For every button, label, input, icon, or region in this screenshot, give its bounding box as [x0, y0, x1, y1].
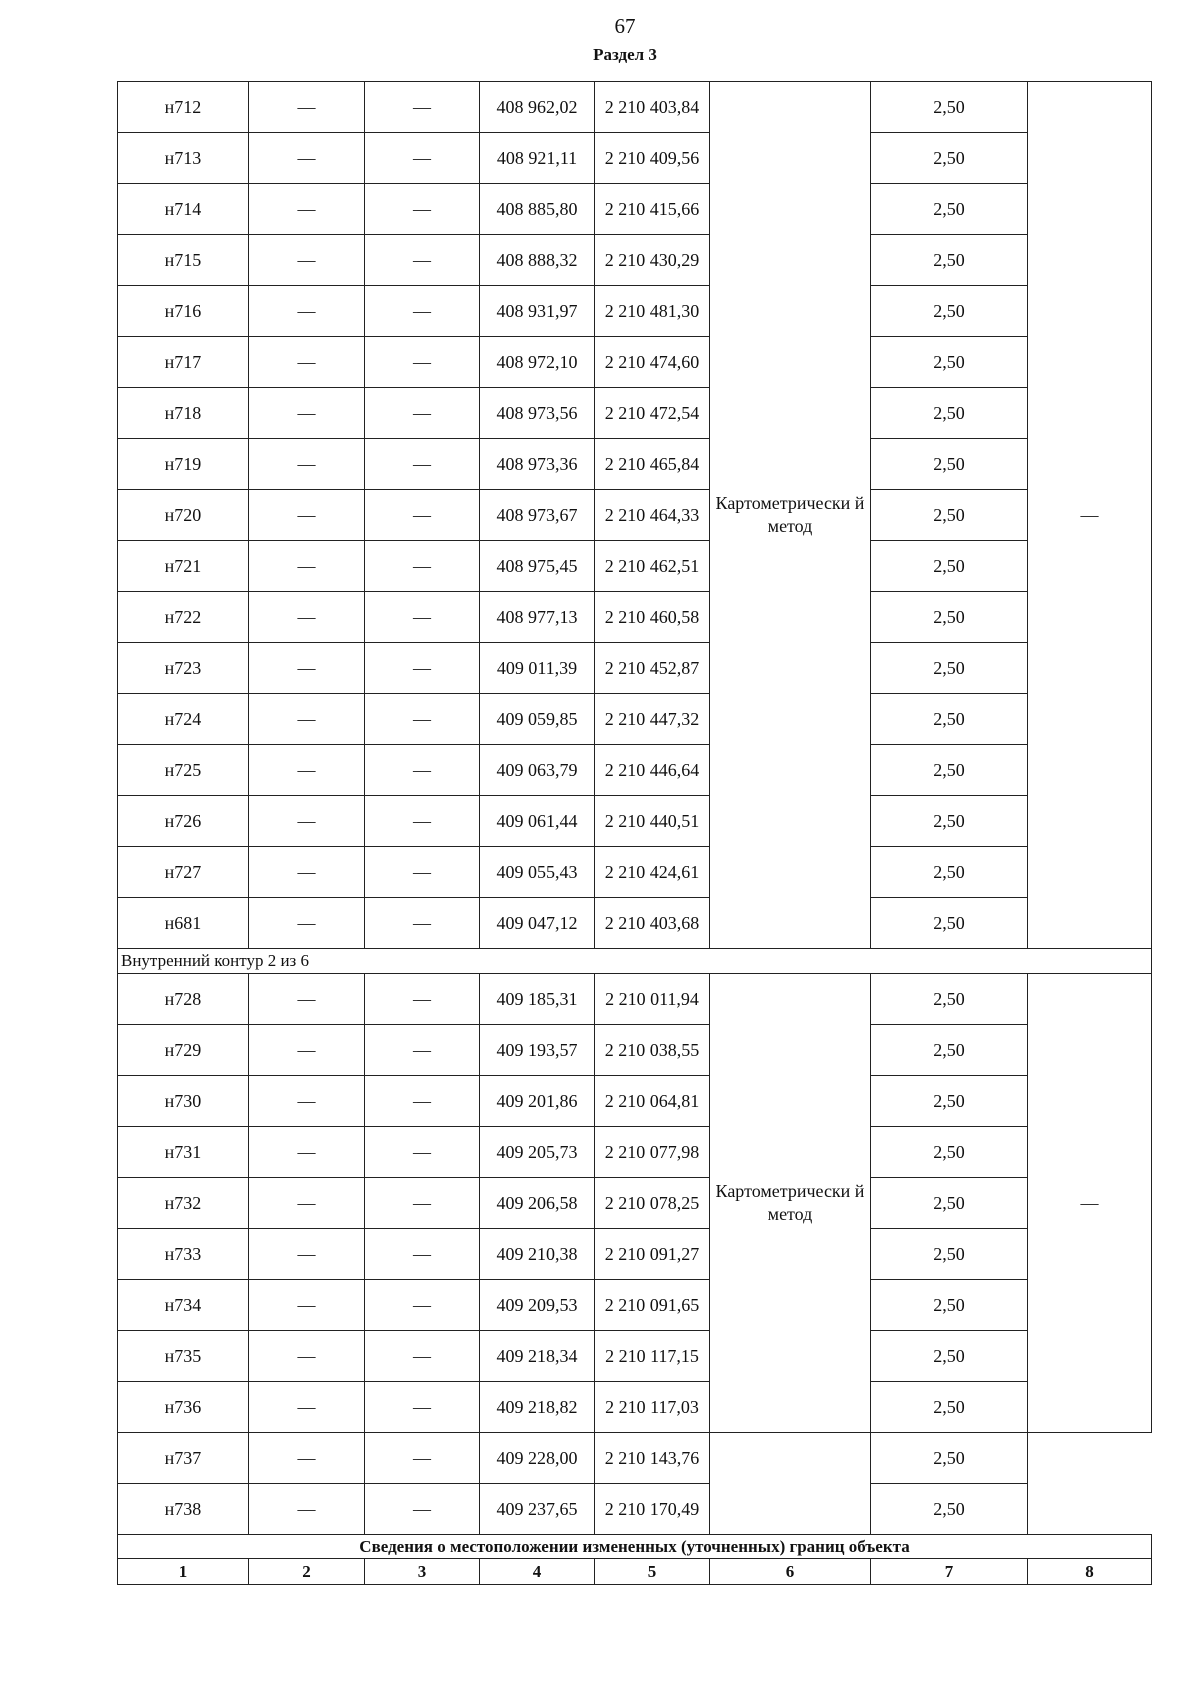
- point-name: н717: [118, 337, 249, 388]
- y-coordinate: 2 210 440,51: [595, 796, 710, 847]
- old-x-cell: —: [249, 1229, 365, 1280]
- old-x-cell: —: [249, 592, 365, 643]
- x-coordinate: 408 972,10: [480, 337, 595, 388]
- accuracy-cell: 2,50: [871, 694, 1028, 745]
- old-y-cell: —: [365, 898, 480, 949]
- y-coordinate: 2 210 143,76: [595, 1433, 710, 1484]
- accuracy-cell: 2,50: [871, 82, 1028, 133]
- old-x-cell: —: [249, 1331, 365, 1382]
- table-row: [118, 133, 1152, 184]
- accuracy-cell: 2,50: [871, 1382, 1028, 1433]
- column-number: 1: [118, 1559, 249, 1585]
- point-name: н728: [118, 974, 249, 1025]
- accuracy-cell: 2,50: [871, 133, 1028, 184]
- accuracy-cell: 2,50: [871, 1484, 1028, 1535]
- accuracy-cell: 2,50: [871, 745, 1028, 796]
- method-cell: Картометрически й метод: [710, 82, 871, 949]
- accuracy-cell: 2,50: [871, 337, 1028, 388]
- point-name: н715: [118, 235, 249, 286]
- y-coordinate: 2 210 170,49: [595, 1484, 710, 1535]
- table-row: [118, 1484, 1152, 1535]
- old-y-cell: —: [365, 82, 480, 133]
- table-row: [118, 82, 1152, 133]
- point-name: н733: [118, 1229, 249, 1280]
- old-x-cell: —: [249, 133, 365, 184]
- x-coordinate: 408 973,67: [480, 490, 595, 541]
- y-coordinate: 2 210 430,29: [595, 235, 710, 286]
- column-number: 3: [365, 1559, 480, 1585]
- old-x-cell: —: [249, 847, 365, 898]
- accuracy-cell: 2,50: [871, 974, 1028, 1025]
- x-coordinate: 408 962,02: [480, 82, 595, 133]
- x-coordinate: 409 193,57: [480, 1025, 595, 1076]
- old-y-cell: —: [365, 643, 480, 694]
- table-row: [118, 184, 1152, 235]
- x-coordinate: 409 218,34: [480, 1331, 595, 1382]
- old-x-cell: —: [249, 1484, 365, 1535]
- point-name: н713: [118, 133, 249, 184]
- accuracy-cell: 2,50: [871, 1178, 1028, 1229]
- point-name: н738: [118, 1484, 249, 1535]
- y-coordinate: 2 210 462,51: [595, 541, 710, 592]
- x-coordinate: 409 047,12: [480, 898, 595, 949]
- y-coordinate: 2 210 464,33: [595, 490, 710, 541]
- table-row: [118, 490, 1152, 541]
- old-x-cell: —: [249, 439, 365, 490]
- y-coordinate: 2 210 064,81: [595, 1076, 710, 1127]
- x-coordinate: 409 206,58: [480, 1178, 595, 1229]
- accuracy-cell: 2,50: [871, 898, 1028, 949]
- y-coordinate: 2 210 078,25: [595, 1178, 710, 1229]
- page-number: 67: [614, 14, 636, 38]
- section-title: Раздел 3: [593, 45, 657, 64]
- table-row: [118, 286, 1152, 337]
- old-y-cell: —: [365, 1433, 480, 1484]
- y-coordinate: 2 210 038,55: [595, 1025, 710, 1076]
- y-coordinate: 2 210 474,60: [595, 337, 710, 388]
- point-name: н722: [118, 592, 249, 643]
- point-name: н716: [118, 286, 249, 337]
- x-coordinate: 409 237,65: [480, 1484, 595, 1535]
- table-row: [118, 1229, 1152, 1280]
- y-coordinate: 2 210 091,27: [595, 1229, 710, 1280]
- x-coordinate: 408 973,56: [480, 388, 595, 439]
- table-row: [118, 235, 1152, 286]
- old-x-cell: —: [249, 643, 365, 694]
- y-coordinate: 2 210 403,84: [595, 82, 710, 133]
- y-coordinate: 2 210 424,61: [595, 847, 710, 898]
- old-x-cell: —: [249, 694, 365, 745]
- point-name: н729: [118, 1025, 249, 1076]
- accuracy-cell: 2,50: [871, 184, 1028, 235]
- y-coordinate: 2 210 077,98: [595, 1127, 710, 1178]
- old-x-cell: —: [249, 388, 365, 439]
- x-coordinate: 408 973,36: [480, 439, 595, 490]
- x-coordinate: 409 055,43: [480, 847, 595, 898]
- old-x-cell: —: [249, 235, 365, 286]
- x-coordinate: 409 209,53: [480, 1280, 595, 1331]
- accuracy-cell: 2,50: [871, 1127, 1028, 1178]
- table-row: [118, 1331, 1152, 1382]
- old-y-cell: —: [365, 388, 480, 439]
- y-coordinate: 2 210 117,15: [595, 1331, 710, 1382]
- table-row: [118, 1280, 1152, 1331]
- point-name: н681: [118, 898, 249, 949]
- table-row: [118, 796, 1152, 847]
- table-row: [118, 1433, 1152, 1484]
- table-row: [118, 643, 1152, 694]
- column-number: 5: [595, 1559, 710, 1585]
- y-coordinate: 2 210 481,30: [595, 286, 710, 337]
- summary-title: Сведения о местоположении измененных (уточненных) границ объекта: [118, 1535, 1152, 1559]
- point-name: н720: [118, 490, 249, 541]
- y-coordinate: 2 210 465,84: [595, 439, 710, 490]
- point-name: н730: [118, 1076, 249, 1127]
- accuracy-cell: 2,50: [871, 592, 1028, 643]
- accuracy-cell: 2,50: [871, 796, 1028, 847]
- x-coordinate: 409 205,73: [480, 1127, 595, 1178]
- table-row: [118, 974, 1152, 1025]
- old-x-cell: —: [249, 796, 365, 847]
- table-row: [118, 898, 1152, 949]
- x-coordinate: 408 931,97: [480, 286, 595, 337]
- old-x-cell: —: [249, 1178, 365, 1229]
- old-x-cell: —: [249, 82, 365, 133]
- old-x-cell: —: [249, 490, 365, 541]
- old-x-cell: —: [249, 1127, 365, 1178]
- old-y-cell: —: [365, 796, 480, 847]
- x-coordinate: 409 063,79: [480, 745, 595, 796]
- x-coordinate: 409 061,44: [480, 796, 595, 847]
- old-x-cell: —: [249, 745, 365, 796]
- old-y-cell: —: [365, 1484, 480, 1535]
- point-name: н712: [118, 82, 249, 133]
- old-y-cell: —: [365, 592, 480, 643]
- x-coordinate: 409 059,85: [480, 694, 595, 745]
- table-row: [118, 1076, 1152, 1127]
- x-coordinate: 408 885,80: [480, 184, 595, 235]
- x-coordinate: 408 977,13: [480, 592, 595, 643]
- table-row: [118, 388, 1152, 439]
- old-x-cell: —: [249, 184, 365, 235]
- old-y-cell: —: [365, 133, 480, 184]
- old-x-cell: —: [249, 898, 365, 949]
- column-number: 7: [871, 1559, 1028, 1585]
- description-cell-empty: [1028, 1433, 1152, 1535]
- table-row: [118, 745, 1152, 796]
- x-coordinate: 409 210,38: [480, 1229, 595, 1280]
- point-name: н725: [118, 745, 249, 796]
- table-row: [118, 439, 1152, 490]
- accuracy-cell: 2,50: [871, 541, 1028, 592]
- y-coordinate: 2 210 447,32: [595, 694, 710, 745]
- table-row: [118, 337, 1152, 388]
- point-name: н718: [118, 388, 249, 439]
- old-y-cell: —: [365, 235, 480, 286]
- old-x-cell: —: [249, 337, 365, 388]
- old-x-cell: —: [249, 1280, 365, 1331]
- coordinates-table: [117, 81, 1152, 1585]
- point-name: н723: [118, 643, 249, 694]
- old-x-cell: —: [249, 974, 365, 1025]
- method-cell: Картометрически й метод: [710, 974, 871, 1433]
- old-y-cell: —: [365, 1025, 480, 1076]
- contour-title: Внутренний контур 2 из 6: [118, 949, 1152, 974]
- accuracy-cell: 2,50: [871, 1025, 1028, 1076]
- y-coordinate: 2 210 117,03: [595, 1382, 710, 1433]
- description-cell: —: [1028, 82, 1152, 949]
- old-y-cell: —: [365, 974, 480, 1025]
- x-coordinate: 409 201,86: [480, 1076, 595, 1127]
- y-coordinate: 2 210 011,94: [595, 974, 710, 1025]
- table-row: [118, 694, 1152, 745]
- accuracy-cell: 2,50: [871, 1229, 1028, 1280]
- column-numbers-row: [118, 1559, 1152, 1585]
- table-row: [118, 592, 1152, 643]
- accuracy-cell: 2,50: [871, 847, 1028, 898]
- point-name: н714: [118, 184, 249, 235]
- x-coordinate: 408 975,45: [480, 541, 595, 592]
- x-coordinate: 409 185,31: [480, 974, 595, 1025]
- point-name: н737: [118, 1433, 249, 1484]
- table-row: [118, 1382, 1152, 1433]
- old-y-cell: —: [365, 337, 480, 388]
- old-y-cell: —: [365, 184, 480, 235]
- point-name: н719: [118, 439, 249, 490]
- y-coordinate: 2 210 446,64: [595, 745, 710, 796]
- contour-title-row: [118, 949, 1152, 974]
- y-coordinate: 2 210 415,66: [595, 184, 710, 235]
- summary-title-row: [118, 1535, 1152, 1559]
- old-y-cell: —: [365, 439, 480, 490]
- x-coordinate: 408 921,11: [480, 133, 595, 184]
- accuracy-cell: 2,50: [871, 643, 1028, 694]
- y-coordinate: 2 210 460,58: [595, 592, 710, 643]
- accuracy-cell: 2,50: [871, 1076, 1028, 1127]
- x-coordinate: 409 228,00: [480, 1433, 595, 1484]
- column-number: 8: [1028, 1559, 1152, 1585]
- y-coordinate: 2 210 403,68: [595, 898, 710, 949]
- accuracy-cell: 2,50: [871, 439, 1028, 490]
- method-cell-continued: [710, 1433, 871, 1535]
- y-coordinate: 2 210 409,56: [595, 133, 710, 184]
- table-row: [118, 847, 1152, 898]
- accuracy-cell: 2,50: [871, 235, 1028, 286]
- point-name: н735: [118, 1331, 249, 1382]
- point-name: н731: [118, 1127, 249, 1178]
- accuracy-cell: 2,50: [871, 1433, 1028, 1484]
- old-y-cell: —: [365, 286, 480, 337]
- column-number: 4: [480, 1559, 595, 1585]
- table-row: [118, 1178, 1152, 1229]
- old-y-cell: —: [365, 1229, 480, 1280]
- table-row: [118, 1127, 1152, 1178]
- accuracy-cell: 2,50: [871, 490, 1028, 541]
- old-y-cell: —: [365, 847, 480, 898]
- old-x-cell: —: [249, 1076, 365, 1127]
- table-row: [118, 1025, 1152, 1076]
- description-cell: —: [1028, 974, 1152, 1433]
- point-name: н727: [118, 847, 249, 898]
- point-name: н736: [118, 1382, 249, 1433]
- old-y-cell: —: [365, 745, 480, 796]
- point-name: н732: [118, 1178, 249, 1229]
- old-y-cell: —: [365, 1127, 480, 1178]
- column-number: 6: [710, 1559, 871, 1585]
- old-y-cell: —: [365, 694, 480, 745]
- old-x-cell: —: [249, 1433, 365, 1484]
- y-coordinate: 2 210 452,87: [595, 643, 710, 694]
- old-x-cell: —: [249, 286, 365, 337]
- old-x-cell: —: [249, 1382, 365, 1433]
- old-y-cell: —: [365, 1331, 480, 1382]
- accuracy-cell: 2,50: [871, 286, 1028, 337]
- old-x-cell: —: [249, 1025, 365, 1076]
- accuracy-cell: 2,50: [871, 388, 1028, 439]
- old-y-cell: —: [365, 490, 480, 541]
- y-coordinate: 2 210 091,65: [595, 1280, 710, 1331]
- old-y-cell: —: [365, 1178, 480, 1229]
- old-y-cell: —: [365, 1076, 480, 1127]
- x-coordinate: 409 011,39: [480, 643, 595, 694]
- old-y-cell: —: [365, 541, 480, 592]
- point-name: н734: [118, 1280, 249, 1331]
- column-number: 2: [249, 1559, 365, 1585]
- accuracy-cell: 2,50: [871, 1331, 1028, 1382]
- accuracy-cell: 2,50: [871, 1280, 1028, 1331]
- x-coordinate: 408 888,32: [480, 235, 595, 286]
- old-x-cell: —: [249, 541, 365, 592]
- x-coordinate: 409 218,82: [480, 1382, 595, 1433]
- old-y-cell: —: [365, 1382, 480, 1433]
- point-name: н724: [118, 694, 249, 745]
- old-y-cell: —: [365, 1280, 480, 1331]
- y-coordinate: 2 210 472,54: [595, 388, 710, 439]
- point-name: н721: [118, 541, 249, 592]
- table-row: [118, 541, 1152, 592]
- point-name: н726: [118, 796, 249, 847]
